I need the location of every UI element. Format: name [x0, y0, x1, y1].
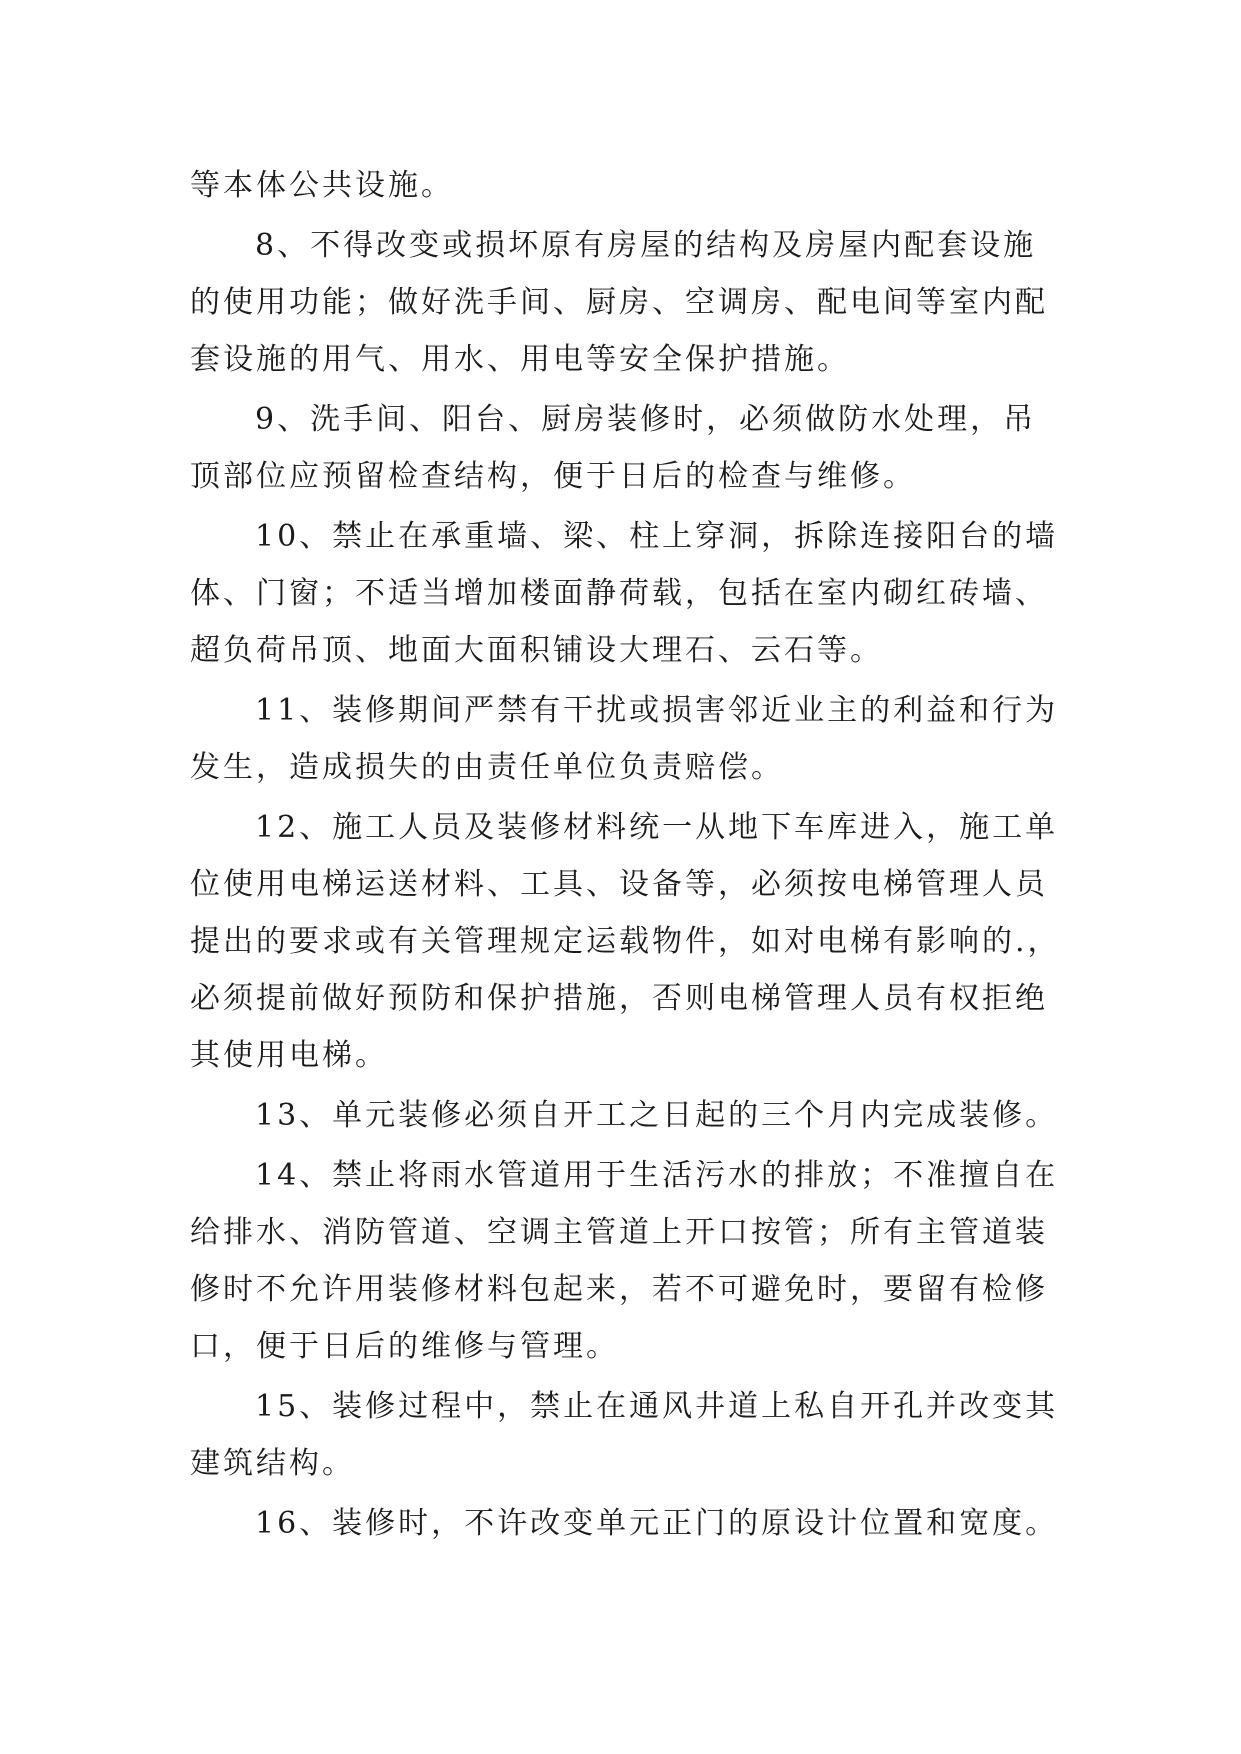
text-line: 10、禁止在承重墙、梁、柱上穿洞，拆除连接阳台的墙: [255, 519, 1059, 554]
paragraph-item-13: [190, 1087, 1150, 1144]
text-line: 提出的要求或有关管理规定运载物件，如对电梯有影响的.，: [190, 924, 1061, 959]
text-line: 16、装修时，不许改变单元正门的原设计位置和宽度。: [255, 1506, 1059, 1541]
paragraph-item-15: [190, 1378, 1150, 1492]
paragraph-item-8: [190, 217, 1150, 388]
paragraph-item-16: [190, 1495, 1150, 1552]
text-line: 9、洗手间、阳台、厨房装修时，必须做防水处理，吊: [255, 402, 1037, 437]
text-line: 等本体公共设施。: [190, 168, 454, 203]
text-line: 顶部位应预留检查结构，便于日后的检查与维修。: [190, 459, 916, 494]
text-line: 发生，造成损失的由责任单位负责赔偿。: [190, 750, 784, 785]
text-line: 必须提前做好预防和保护措施，否则电梯管理人员有权拒绝: [190, 981, 1048, 1016]
text-line: 11、装修期间严禁有干扰或损害邻近业主的利益和行为: [255, 693, 1059, 728]
paragraph-item-10: [190, 508, 1150, 679]
text-line: 13、单元装修必须自开工之日起的三个月内完成装修。: [255, 1098, 1059, 1133]
text-line: 套设施的用气、用水、用电等安全保护措施。: [190, 342, 850, 377]
text-line: 修时不允许用装修材料包起来，若不可避免时，要留有检修: [190, 1272, 1048, 1307]
text-line: 15、装修过程中，禁止在通风井道上私自开孔并改变其: [255, 1389, 1059, 1424]
text-line: 建筑结构。: [190, 1446, 355, 1481]
text-line: 其使用电梯。: [190, 1038, 388, 1073]
text-line: 给排水、消防管道、空调主管道上开口按管；所有主管道装: [190, 1215, 1048, 1250]
text-line: 位使用电梯运送材料、工具、设备等，必须按电梯管理人员: [190, 867, 1048, 902]
paragraph-item-11: [190, 682, 1150, 796]
text-line: 14、禁止将雨水管道用于生活污水的排放；不准擅自在: [255, 1158, 1059, 1193]
paragraph-item-14: [190, 1147, 1150, 1375]
text-line: 口，便于日后的维修与管理。: [190, 1329, 619, 1364]
paragraph-item-9: [190, 391, 1150, 505]
document-body: [190, 157, 1150, 1552]
text-line: 12、施工人员及装修材料统一从地下车库进入，施工单: [255, 810, 1059, 845]
text-line: 超负荷吊顶、地面大面积铺设大理石、云石等。: [190, 633, 883, 668]
paragraph-item-12: [190, 799, 1150, 1084]
text-line: 的使用功能；做好洗手间、厨房、空调房、配电间等室内配: [190, 285, 1048, 320]
text-line: 体、门窗；不适当增加楼面静荷载，包括在室内砌红砖墙、: [190, 576, 1048, 611]
paragraph-continuation: [190, 157, 1150, 214]
text-line: 8、不得改变或损坏原有房屋的结构及房屋内配套设施: [255, 228, 1037, 263]
